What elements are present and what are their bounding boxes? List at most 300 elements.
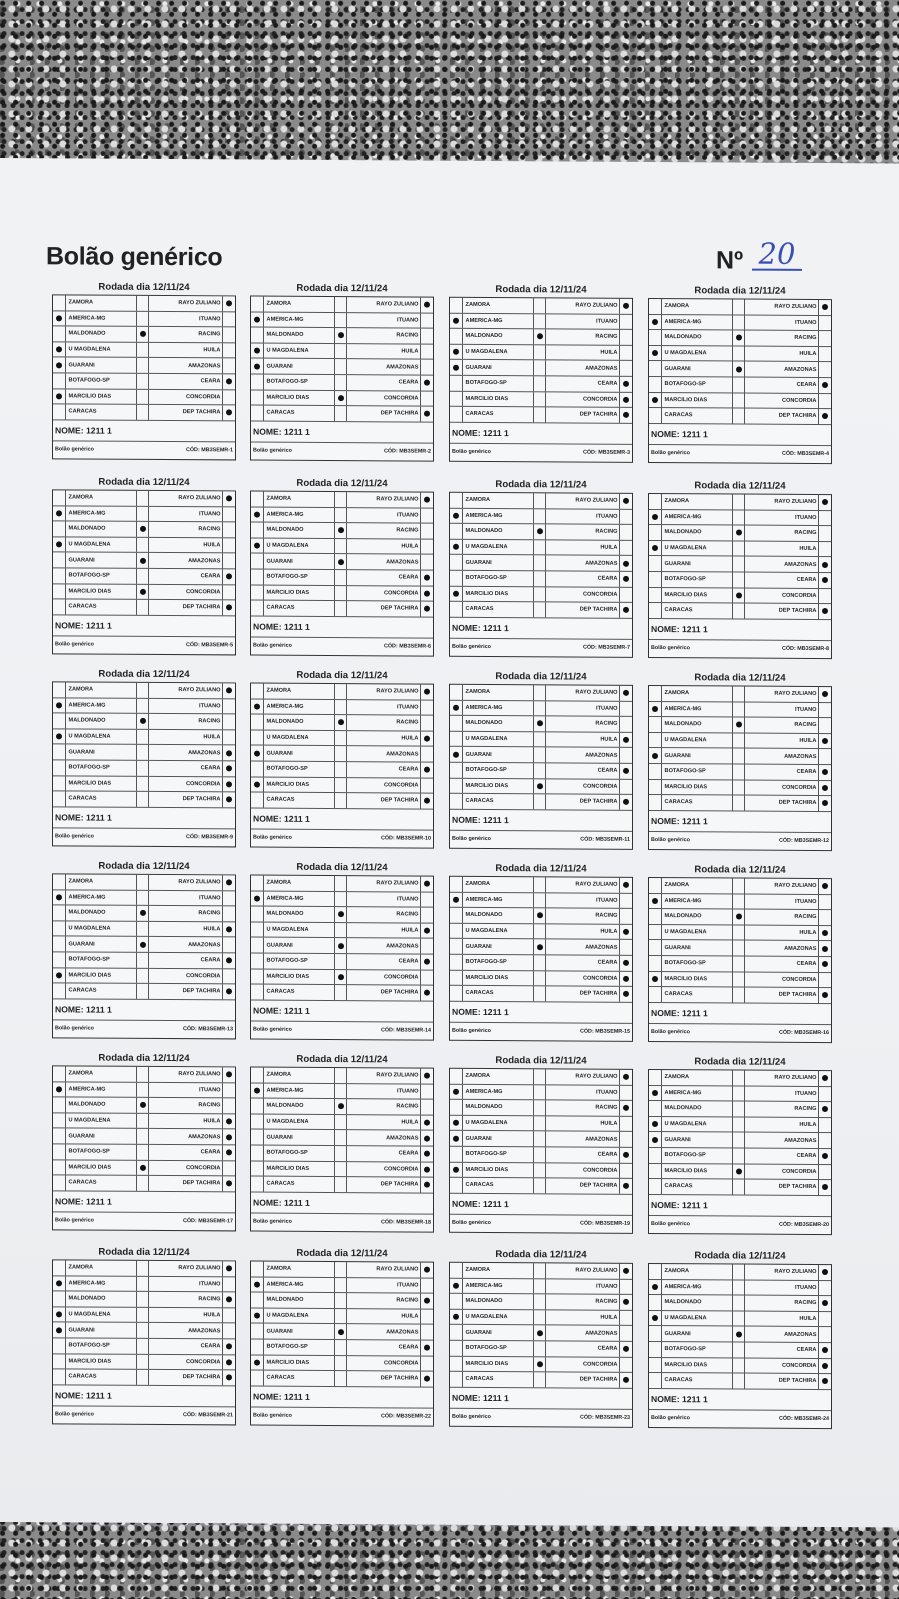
home-win-box[interactable] — [251, 1083, 263, 1098]
draw-box[interactable] — [534, 986, 547, 1001]
home-win-box[interactable] — [450, 586, 462, 601]
home-win-box[interactable] — [450, 892, 462, 907]
away-win-box[interactable] — [620, 314, 632, 329]
home-win-box[interactable] — [450, 1356, 462, 1371]
draw-box[interactable] — [733, 972, 746, 987]
home-win-box[interactable] — [450, 716, 462, 731]
draw-box[interactable] — [335, 1324, 348, 1339]
draw-box[interactable] — [335, 601, 348, 616]
away-win-box[interactable] — [223, 1308, 235, 1323]
away-win-box[interactable] — [223, 953, 235, 968]
home-win-box[interactable] — [649, 748, 661, 763]
home-win-box[interactable] — [53, 295, 65, 310]
draw-box[interactable] — [534, 392, 547, 407]
draw-box[interactable] — [335, 923, 348, 938]
home-win-box[interactable] — [649, 702, 661, 717]
away-win-box[interactable] — [421, 955, 433, 970]
away-win-box[interactable] — [223, 938, 235, 953]
away-win-box[interactable] — [620, 541, 632, 556]
draw-box[interactable] — [534, 971, 547, 986]
draw-box[interactable] — [534, 748, 547, 763]
home-win-box[interactable] — [649, 733, 661, 748]
away-win-box[interactable] — [421, 1294, 433, 1309]
home-win-box[interactable] — [53, 389, 65, 404]
draw-box[interactable] — [137, 984, 150, 999]
home-win-box[interactable] — [450, 794, 462, 809]
away-win-box[interactable] — [421, 778, 433, 793]
away-win-box[interactable] — [620, 893, 632, 908]
away-win-box[interactable] — [819, 589, 831, 604]
away-win-box[interactable] — [620, 779, 632, 794]
draw-box[interactable] — [534, 1357, 547, 1372]
away-win-box[interactable] — [223, 328, 235, 343]
home-win-box[interactable] — [450, 763, 462, 778]
away-win-box[interactable] — [421, 1356, 433, 1371]
away-win-box[interactable] — [223, 699, 235, 714]
away-win-box[interactable] — [223, 1083, 235, 1098]
home-win-box[interactable] — [251, 922, 263, 937]
draw-box[interactable] — [137, 405, 150, 420]
draw-box[interactable] — [534, 794, 547, 809]
away-win-box[interactable] — [223, 1177, 235, 1192]
draw-box[interactable] — [137, 1292, 150, 1307]
draw-box[interactable] — [137, 296, 150, 311]
home-win-box[interactable] — [251, 1277, 263, 1292]
home-win-box[interactable] — [450, 1116, 462, 1131]
away-win-box[interactable] — [620, 1132, 632, 1147]
away-win-box[interactable] — [620, 717, 632, 732]
away-win-box[interactable] — [620, 1101, 632, 1116]
away-win-box[interactable] — [819, 1327, 831, 1342]
away-win-box[interactable] — [421, 908, 433, 923]
away-win-box[interactable] — [620, 940, 632, 955]
home-win-box[interactable] — [649, 361, 661, 376]
draw-box[interactable] — [137, 374, 150, 389]
home-win-box[interactable] — [450, 1178, 462, 1193]
away-win-box[interactable] — [223, 683, 235, 698]
draw-box[interactable] — [335, 1130, 348, 1145]
draw-box[interactable] — [534, 493, 547, 508]
draw-box[interactable] — [534, 329, 547, 344]
draw-box[interactable] — [137, 1098, 150, 1113]
away-win-box[interactable] — [223, 1355, 235, 1370]
away-win-box[interactable] — [223, 507, 235, 522]
home-win-box[interactable] — [251, 1293, 263, 1308]
draw-box[interactable] — [335, 1293, 348, 1308]
draw-box[interactable] — [733, 686, 746, 701]
home-win-box[interactable] — [450, 540, 462, 555]
draw-box[interactable] — [335, 297, 348, 312]
draw-box[interactable] — [137, 1323, 150, 1338]
away-win-box[interactable] — [620, 987, 632, 1002]
home-win-box[interactable] — [649, 795, 661, 810]
draw-box[interactable] — [534, 1178, 547, 1193]
draw-box[interactable] — [335, 344, 348, 359]
home-win-box[interactable] — [450, 1310, 462, 1325]
home-win-box[interactable] — [649, 1179, 661, 1194]
draw-box[interactable] — [137, 506, 150, 521]
draw-box[interactable] — [733, 588, 746, 603]
draw-box[interactable] — [335, 375, 348, 390]
draw-box[interactable] — [137, 792, 150, 807]
away-win-box[interactable] — [223, 875, 235, 890]
home-win-box[interactable] — [450, 508, 462, 523]
home-win-box[interactable] — [251, 876, 263, 891]
away-win-box[interactable] — [819, 973, 831, 988]
home-win-box[interactable] — [53, 1113, 65, 1128]
home-win-box[interactable] — [251, 1340, 263, 1355]
away-win-box[interactable] — [421, 376, 433, 391]
home-win-box[interactable] — [251, 699, 263, 714]
away-win-box[interactable] — [819, 895, 831, 910]
home-win-box[interactable] — [251, 312, 263, 327]
away-win-box[interactable] — [620, 1357, 632, 1372]
home-win-box[interactable] — [53, 490, 65, 505]
draw-box[interactable] — [137, 491, 150, 506]
draw-box[interactable] — [733, 941, 746, 956]
home-win-box[interactable] — [251, 507, 263, 522]
away-win-box[interactable] — [819, 1296, 831, 1311]
draw-box[interactable] — [335, 1309, 348, 1324]
away-win-box[interactable] — [620, 971, 632, 986]
draw-box[interactable] — [137, 922, 150, 937]
draw-box[interactable] — [137, 745, 150, 760]
home-win-box[interactable] — [649, 556, 661, 571]
draw-box[interactable] — [335, 793, 348, 808]
away-win-box[interactable] — [819, 781, 831, 796]
home-win-box[interactable] — [450, 1162, 462, 1177]
draw-box[interactable] — [137, 1339, 150, 1354]
away-win-box[interactable] — [421, 986, 433, 1001]
draw-box[interactable] — [534, 955, 547, 970]
away-win-box[interactable] — [223, 406, 235, 421]
draw-box[interactable] — [137, 1276, 150, 1291]
draw-box[interactable] — [733, 1180, 746, 1195]
away-win-box[interactable] — [620, 1179, 632, 1194]
away-win-box[interactable] — [223, 343, 235, 358]
draw-box[interactable] — [534, 1116, 547, 1131]
draw-box[interactable] — [733, 526, 746, 541]
home-win-box[interactable] — [649, 1101, 661, 1116]
draw-box[interactable] — [534, 361, 547, 376]
draw-box[interactable] — [137, 1354, 150, 1369]
draw-box[interactable] — [137, 968, 150, 983]
home-win-box[interactable] — [251, 746, 263, 761]
draw-box[interactable] — [137, 730, 150, 745]
away-win-box[interactable] — [223, 969, 235, 984]
away-win-box[interactable] — [421, 1309, 433, 1324]
home-win-box[interactable] — [649, 588, 661, 603]
home-win-box[interactable] — [649, 1373, 661, 1388]
away-win-box[interactable] — [421, 1178, 433, 1193]
home-win-box[interactable] — [251, 554, 263, 569]
away-win-box[interactable] — [819, 362, 831, 377]
draw-box[interactable] — [534, 1326, 547, 1341]
draw-box[interactable] — [137, 1145, 150, 1160]
home-win-box[interactable] — [53, 553, 65, 568]
draw-box[interactable] — [733, 1280, 746, 1295]
home-win-box[interactable] — [251, 343, 263, 358]
draw-box[interactable] — [733, 1102, 746, 1117]
draw-box[interactable] — [733, 1070, 746, 1085]
home-win-box[interactable] — [450, 1131, 462, 1146]
draw-box[interactable] — [137, 714, 150, 729]
away-win-box[interactable] — [819, 687, 831, 702]
home-win-box[interactable] — [450, 1325, 462, 1340]
draw-box[interactable] — [137, 600, 150, 615]
home-win-box[interactable] — [53, 1082, 65, 1097]
draw-box[interactable] — [335, 985, 348, 1000]
home-win-box[interactable] — [649, 894, 661, 909]
draw-box[interactable] — [534, 908, 547, 923]
away-win-box[interactable] — [620, 494, 632, 509]
home-win-box[interactable] — [649, 764, 661, 779]
draw-box[interactable] — [137, 569, 150, 584]
away-win-box[interactable] — [819, 988, 831, 1003]
away-win-box[interactable] — [223, 985, 235, 1000]
draw-box[interactable] — [733, 1342, 746, 1357]
draw-box[interactable] — [733, 988, 746, 1003]
home-win-box[interactable] — [649, 1132, 661, 1147]
home-win-box[interactable] — [53, 1260, 65, 1275]
away-win-box[interactable] — [421, 892, 433, 907]
away-win-box[interactable] — [819, 316, 831, 331]
away-win-box[interactable] — [421, 1278, 433, 1293]
draw-box[interactable] — [733, 409, 746, 424]
away-win-box[interactable] — [620, 1163, 632, 1178]
away-win-box[interactable] — [620, 733, 632, 748]
draw-box[interactable] — [335, 1115, 348, 1130]
home-win-box[interactable] — [53, 1276, 65, 1291]
home-win-box[interactable] — [251, 985, 263, 1000]
away-win-box[interactable] — [421, 571, 433, 586]
draw-box[interactable] — [335, 391, 348, 406]
draw-box[interactable] — [335, 1340, 348, 1355]
away-win-box[interactable] — [620, 878, 632, 893]
draw-box[interactable] — [335, 1084, 348, 1099]
home-win-box[interactable] — [251, 492, 263, 507]
away-win-box[interactable] — [223, 585, 235, 600]
away-win-box[interactable] — [421, 939, 433, 954]
home-win-box[interactable] — [251, 793, 263, 808]
draw-box[interactable] — [534, 1310, 547, 1325]
draw-box[interactable] — [137, 584, 150, 599]
home-win-box[interactable] — [53, 906, 65, 921]
draw-box[interactable] — [137, 683, 150, 698]
draw-box[interactable] — [534, 1147, 547, 1162]
away-win-box[interactable] — [223, 1145, 235, 1160]
draw-box[interactable] — [534, 314, 547, 329]
away-win-box[interactable] — [620, 686, 632, 701]
draw-box[interactable] — [335, 970, 348, 985]
home-win-box[interactable] — [251, 570, 263, 585]
home-win-box[interactable] — [251, 1262, 263, 1277]
away-win-box[interactable] — [819, 331, 831, 346]
away-win-box[interactable] — [819, 1374, 831, 1389]
home-win-box[interactable] — [251, 954, 263, 969]
home-win-box[interactable] — [53, 404, 65, 419]
away-win-box[interactable] — [421, 1115, 433, 1130]
draw-box[interactable] — [733, 346, 746, 361]
away-win-box[interactable] — [223, 1277, 235, 1292]
draw-box[interactable] — [335, 508, 348, 523]
away-win-box[interactable] — [620, 509, 632, 524]
draw-box[interactable] — [534, 602, 547, 617]
home-win-box[interactable] — [450, 700, 462, 715]
home-win-box[interactable] — [53, 1098, 65, 1113]
draw-box[interactable] — [335, 523, 348, 538]
away-win-box[interactable] — [819, 604, 831, 619]
away-win-box[interactable] — [819, 1118, 831, 1133]
home-win-box[interactable] — [53, 522, 65, 537]
away-win-box[interactable] — [620, 701, 632, 716]
home-win-box[interactable] — [450, 1294, 462, 1309]
away-win-box[interactable] — [223, 777, 235, 792]
home-win-box[interactable] — [53, 1292, 65, 1307]
home-win-box[interactable] — [450, 345, 462, 360]
draw-box[interactable] — [335, 586, 348, 601]
away-win-box[interactable] — [819, 765, 831, 780]
home-win-box[interactable] — [649, 1164, 661, 1179]
away-win-box[interactable] — [819, 1281, 831, 1296]
home-win-box[interactable] — [53, 760, 65, 775]
away-win-box[interactable] — [620, 603, 632, 618]
away-win-box[interactable] — [223, 1114, 235, 1129]
away-win-box[interactable] — [421, 1263, 433, 1278]
away-win-box[interactable] — [620, 1070, 632, 1085]
home-win-box[interactable] — [450, 1263, 462, 1278]
home-win-box[interactable] — [53, 890, 65, 905]
away-win-box[interactable] — [421, 923, 433, 938]
draw-box[interactable] — [534, 407, 547, 422]
away-win-box[interactable] — [421, 298, 433, 313]
away-win-box[interactable] — [819, 378, 831, 393]
away-win-box[interactable] — [819, 879, 831, 894]
home-win-box[interactable] — [251, 297, 263, 312]
away-win-box[interactable] — [421, 493, 433, 508]
home-win-box[interactable] — [251, 730, 263, 745]
home-win-box[interactable] — [251, 969, 263, 984]
home-win-box[interactable] — [649, 925, 661, 940]
away-win-box[interactable] — [421, 508, 433, 523]
away-win-box[interactable] — [223, 730, 235, 745]
draw-box[interactable] — [137, 1114, 150, 1129]
draw-box[interactable] — [335, 554, 348, 569]
draw-box[interactable] — [137, 389, 150, 404]
away-win-box[interactable] — [421, 1069, 433, 1084]
draw-box[interactable] — [137, 311, 150, 326]
away-win-box[interactable] — [421, 731, 433, 746]
draw-box[interactable] — [137, 906, 150, 921]
home-win-box[interactable] — [53, 342, 65, 357]
away-win-box[interactable] — [421, 313, 433, 328]
draw-box[interactable] — [137, 1160, 150, 1175]
home-win-box[interactable] — [649, 1148, 661, 1163]
home-win-box[interactable] — [53, 1369, 65, 1384]
away-win-box[interactable] — [620, 748, 632, 763]
home-win-box[interactable] — [649, 315, 661, 330]
away-win-box[interactable] — [819, 1359, 831, 1374]
draw-box[interactable] — [335, 1177, 348, 1192]
draw-box[interactable] — [733, 1164, 746, 1179]
home-win-box[interactable] — [251, 907, 263, 922]
home-win-box[interactable] — [649, 1264, 661, 1279]
draw-box[interactable] — [733, 377, 746, 392]
away-win-box[interactable] — [421, 716, 433, 731]
away-win-box[interactable] — [819, 1087, 831, 1102]
away-win-box[interactable] — [819, 1071, 831, 1086]
away-win-box[interactable] — [620, 1148, 632, 1163]
home-win-box[interactable] — [53, 714, 65, 729]
home-win-box[interactable] — [649, 330, 661, 345]
away-win-box[interactable] — [819, 1312, 831, 1327]
away-win-box[interactable] — [223, 761, 235, 776]
away-win-box[interactable] — [223, 891, 235, 906]
home-win-box[interactable] — [251, 1068, 263, 1083]
home-win-box[interactable] — [251, 891, 263, 906]
home-win-box[interactable] — [53, 1144, 65, 1159]
home-win-box[interactable] — [450, 555, 462, 570]
home-win-box[interactable] — [450, 571, 462, 586]
away-win-box[interactable] — [421, 747, 433, 762]
home-win-box[interactable] — [53, 983, 65, 998]
away-win-box[interactable] — [620, 299, 632, 314]
home-win-box[interactable] — [53, 791, 65, 806]
away-win-box[interactable] — [819, 957, 831, 972]
draw-box[interactable] — [137, 875, 150, 890]
draw-box[interactable] — [733, 1133, 746, 1148]
away-win-box[interactable] — [421, 1162, 433, 1177]
draw-box[interactable] — [335, 876, 348, 891]
draw-box[interactable] — [534, 540, 547, 555]
away-win-box[interactable] — [421, 763, 433, 778]
draw-box[interactable] — [335, 1099, 348, 1114]
draw-box[interactable] — [534, 509, 547, 524]
draw-box[interactable] — [137, 1129, 150, 1144]
draw-box[interactable] — [137, 953, 150, 968]
draw-box[interactable] — [534, 1132, 547, 1147]
away-win-box[interactable] — [819, 347, 831, 362]
away-win-box[interactable] — [421, 329, 433, 344]
draw-box[interactable] — [534, 940, 547, 955]
draw-box[interactable] — [534, 587, 547, 602]
draw-box[interactable] — [733, 780, 746, 795]
away-win-box[interactable] — [620, 1279, 632, 1294]
away-win-box[interactable] — [223, 1161, 235, 1176]
away-win-box[interactable] — [819, 718, 831, 733]
draw-box[interactable] — [534, 701, 547, 716]
draw-box[interactable] — [335, 1278, 348, 1293]
home-win-box[interactable] — [649, 1342, 661, 1357]
away-win-box[interactable] — [819, 573, 831, 588]
home-win-box[interactable] — [251, 585, 263, 600]
draw-box[interactable] — [534, 524, 547, 539]
home-win-box[interactable] — [649, 494, 661, 509]
draw-box[interactable] — [534, 1294, 547, 1309]
draw-box[interactable] — [733, 1117, 746, 1132]
draw-box[interactable] — [335, 328, 348, 343]
home-win-box[interactable] — [251, 1099, 263, 1114]
draw-box[interactable] — [335, 762, 348, 777]
draw-box[interactable] — [137, 1308, 150, 1323]
away-win-box[interactable] — [819, 495, 831, 510]
away-win-box[interactable] — [223, 601, 235, 616]
draw-box[interactable] — [137, 538, 150, 553]
draw-box[interactable] — [534, 1279, 547, 1294]
draw-box[interactable] — [733, 878, 746, 893]
away-win-box[interactable] — [421, 1341, 433, 1356]
draw-box[interactable] — [335, 907, 348, 922]
